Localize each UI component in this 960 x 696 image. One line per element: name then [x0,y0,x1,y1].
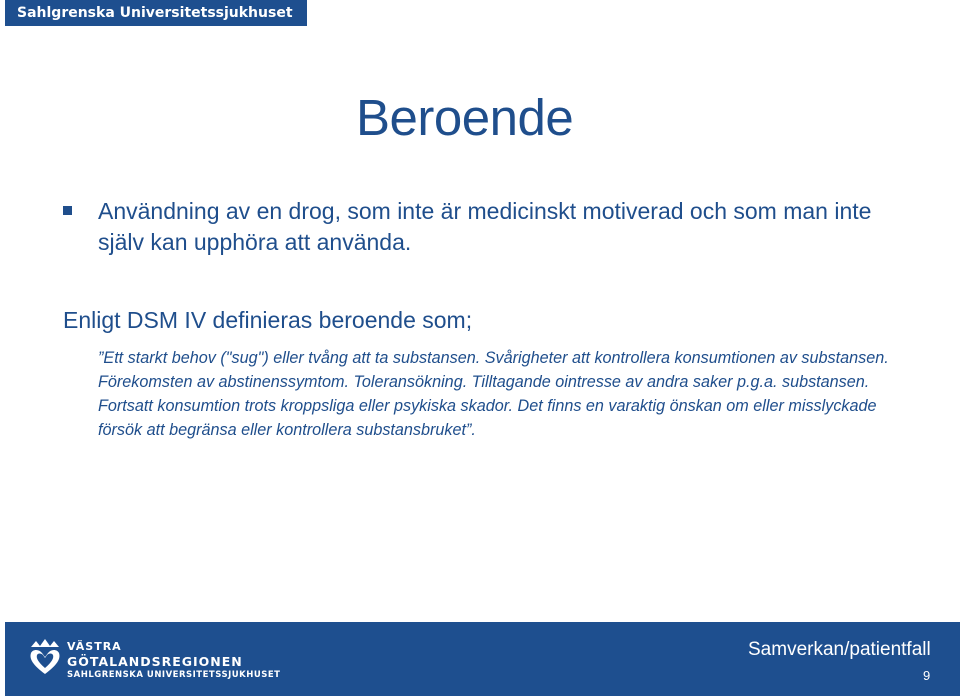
vgr-heart-crown-icon [27,638,63,678]
dsm-definition-quote: ”Ett starkt behov ("sug") eller tvång att ta substansen. Svårigheter att kontrollera konsumtionen av substansen. Förekomsten av abstinenssymtom. Toleransökning. Tilltagande ointresse av andra saker p.g.a. substansen. Fortsatt konsumtion trots kroppsliga eller psykiska skador. Det finns en varaktig önskan om eller misslyckade försök att begränsa eller kontrollera substansbruket”. [98,349,889,439]
logo-line-3: SAHLGRENSKA UNIVERSITETSSJUKHUSET [67,670,281,680]
page-number: 9 [923,668,931,683]
vgr-logo [27,638,281,684]
slide-title: Beroende [356,89,574,146]
footer-bar [5,622,960,696]
logo-line-2: GÖTALANDSREGIONEN [67,654,243,669]
bullet-point-2: Enligt DSM IV definieras beroende som; [63,307,473,333]
header-brand-bar [5,0,307,26]
footer-tagline: Samverkan/patientfall [748,639,931,660]
bullet-square-icon [63,206,72,215]
bullet-point-1: Användning av en drog, som inte är medicinskt motiverad och som man inte själv kan upphöra att använda. [98,198,872,255]
header-brand-text: Sahlgrenska Universitetssjukhuset [17,5,293,21]
logo-line-1: VÄSTRA [67,640,122,653]
